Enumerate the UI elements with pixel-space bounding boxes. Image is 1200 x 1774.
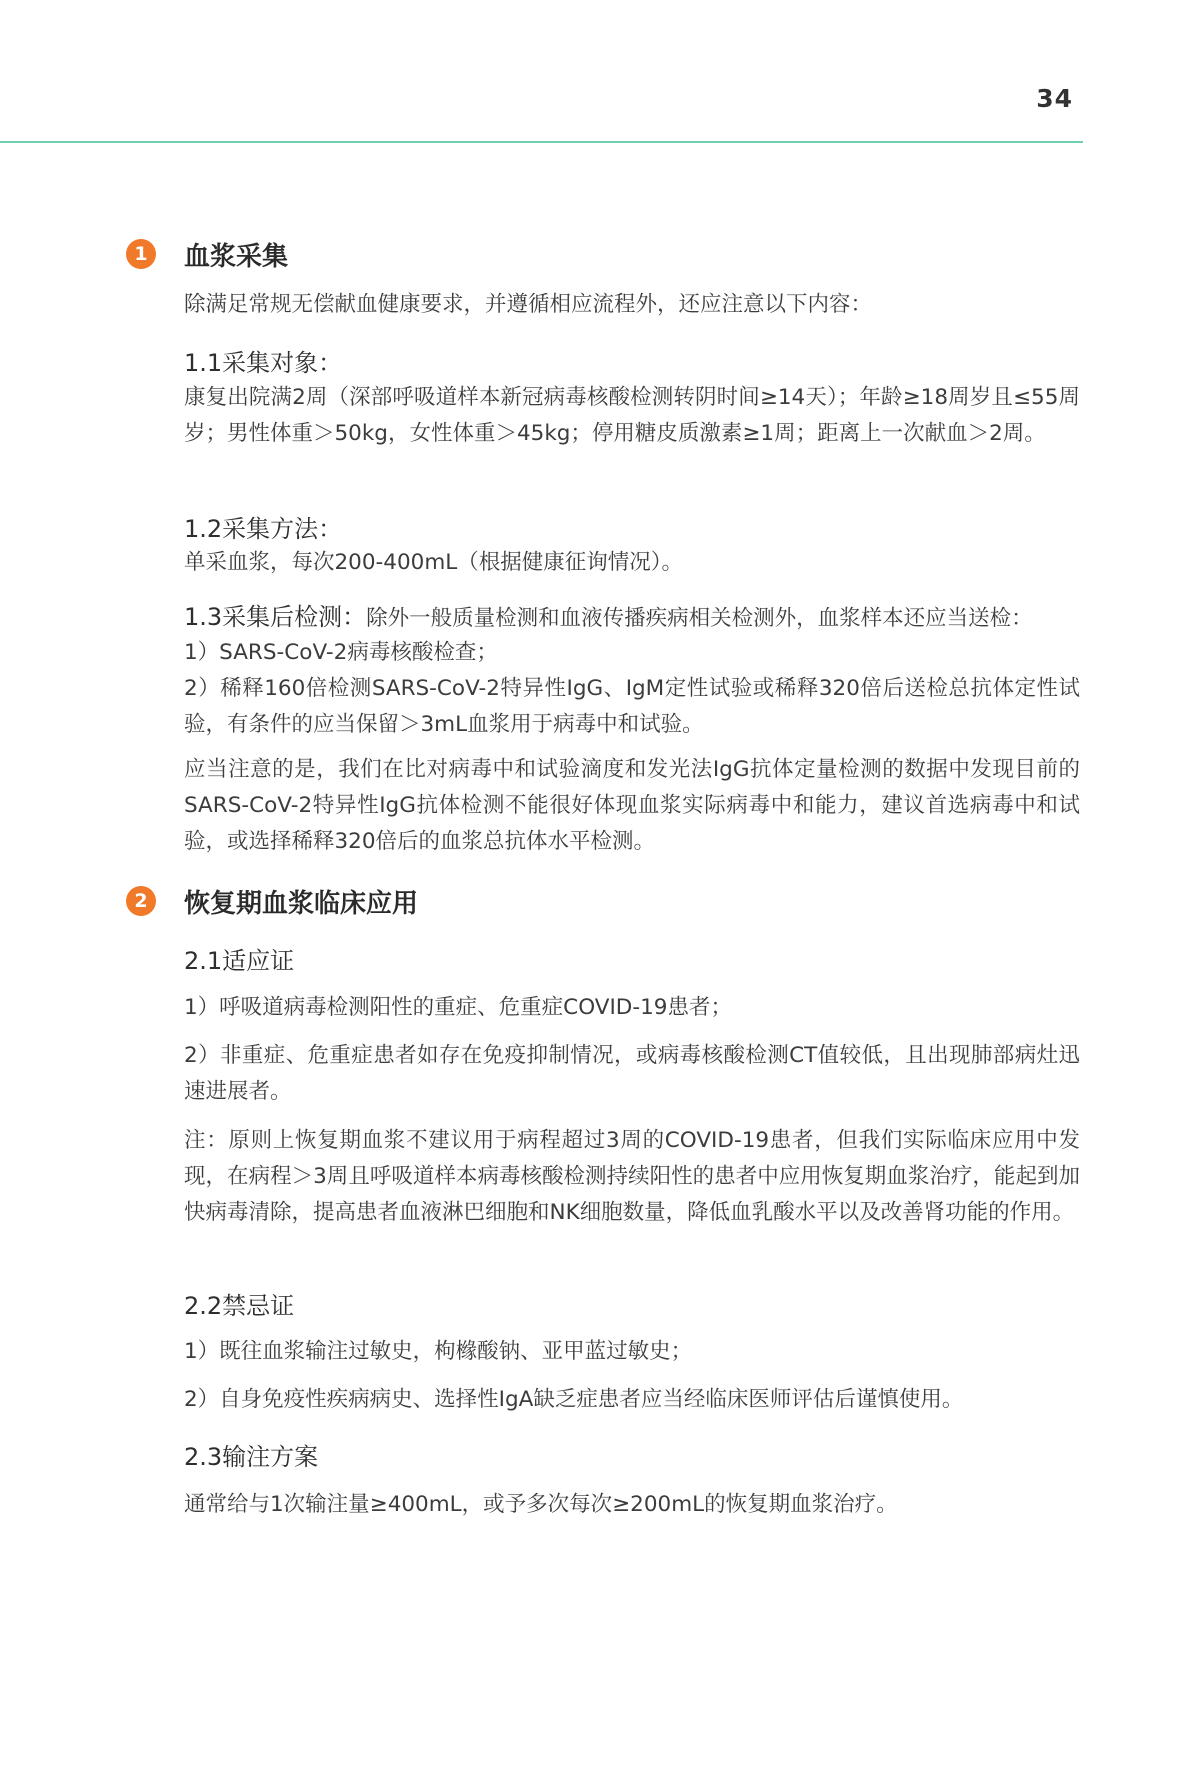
section-number-badge: 1	[126, 239, 156, 269]
section-intro: 除满足常规无偿献血健康要求，并遵循相应流程外，还应注意以下内容：	[184, 292, 873, 317]
note-paragraph: 应当注意的是，我们在比对病毒中和试验滴度和发光法IgG抗体定量检测的数据中发现目前的SARS-CoV-2特异性IgG抗体检测不能很好体现血浆实际病毒中和能力，建议首选病毒中和试验，或选择稀释320倍后的血浆总抗体水平检测。	[184, 757, 1080, 854]
subsection-text: 除外一般质量检测和血液传播疾病相关检测外，血浆样本还应当送检：	[366, 606, 1033, 631]
note-paragraph: 注：原则上恢复期血浆不建议用于病程超过3周的COVID-19患者，但我们实际临床应用中发现，在病程＞3周且呼吸道样本病毒核酸检测持续阳性的患者中应用恢复期血浆治疗，能起到加快病毒清除，提高患者血液淋巴细胞和NK细胞数量，降低血乳酸水平以及改善肾功能的作用。	[184, 1128, 1080, 1225]
subsection-title: 2.3输注方案	[184, 1443, 319, 1471]
paragraph: 康复出院满2周（深部呼吸道样本新冠病毒核酸检测转阴时间≥14天）；年龄≥18周岁且≤55周岁；男性体重＞50kg，女性体重＞45kg；停用糖皮质激素≥1周；距离上一次献血＞2周。	[184, 385, 1080, 446]
subsection-title: 1.3采集后检测：	[184, 603, 367, 631]
list-item: 2）非重症、危重症患者如存在免疫抑制情况，或病毒核酸检测CT值较低，且出现肺部病灶迅速进展者。	[184, 1043, 1080, 1104]
paragraph: 通常给与1次输注量≥400mL，或予多次每次≥200mL的恢复期血浆治疗。	[184, 1492, 898, 1517]
paragraph	[184, 599, 1080, 637]
section-title: 恢复期血浆临床应用	[184, 889, 419, 919]
list-item: 2）自身免疫性疾病病史、选择性IgA缺乏症患者应当经临床医师评估后谨慎使用。	[184, 1387, 964, 1412]
section-title: 血浆采集	[184, 242, 289, 272]
list-item: 1）既往血浆输注过敏史，枸橼酸钠、亚甲蓝过敏史；	[184, 1339, 693, 1364]
list-item: 1）SARS-CoV-2病毒核酸检查；	[184, 640, 498, 665]
subsection-title: 2.1适应证	[184, 947, 295, 975]
subsection-title: 2.2禁忌证	[184, 1292, 295, 1320]
list-item: 1）呼吸道病毒检测阳性的重症、危重症COVID-19患者；	[184, 995, 732, 1020]
subsection-title: 1.1采集对象：	[184, 349, 343, 377]
page-number: 34	[1036, 84, 1073, 113]
list-item: 2）稀释160倍检测SARS-CoV-2特异性IgG、IgM定性试验或稀释320倍后送检总抗体定性试验，有条件的应当保留＞3mL血浆用于病毒中和试验。	[184, 676, 1080, 737]
section-number-badge: 2	[126, 886, 156, 916]
header-divider	[0, 141, 1083, 143]
paragraph: 单采血浆，每次200-400mL（根据健康征询情况）。	[184, 550, 684, 575]
subsection-title: 1.2采集方法：	[184, 515, 343, 543]
